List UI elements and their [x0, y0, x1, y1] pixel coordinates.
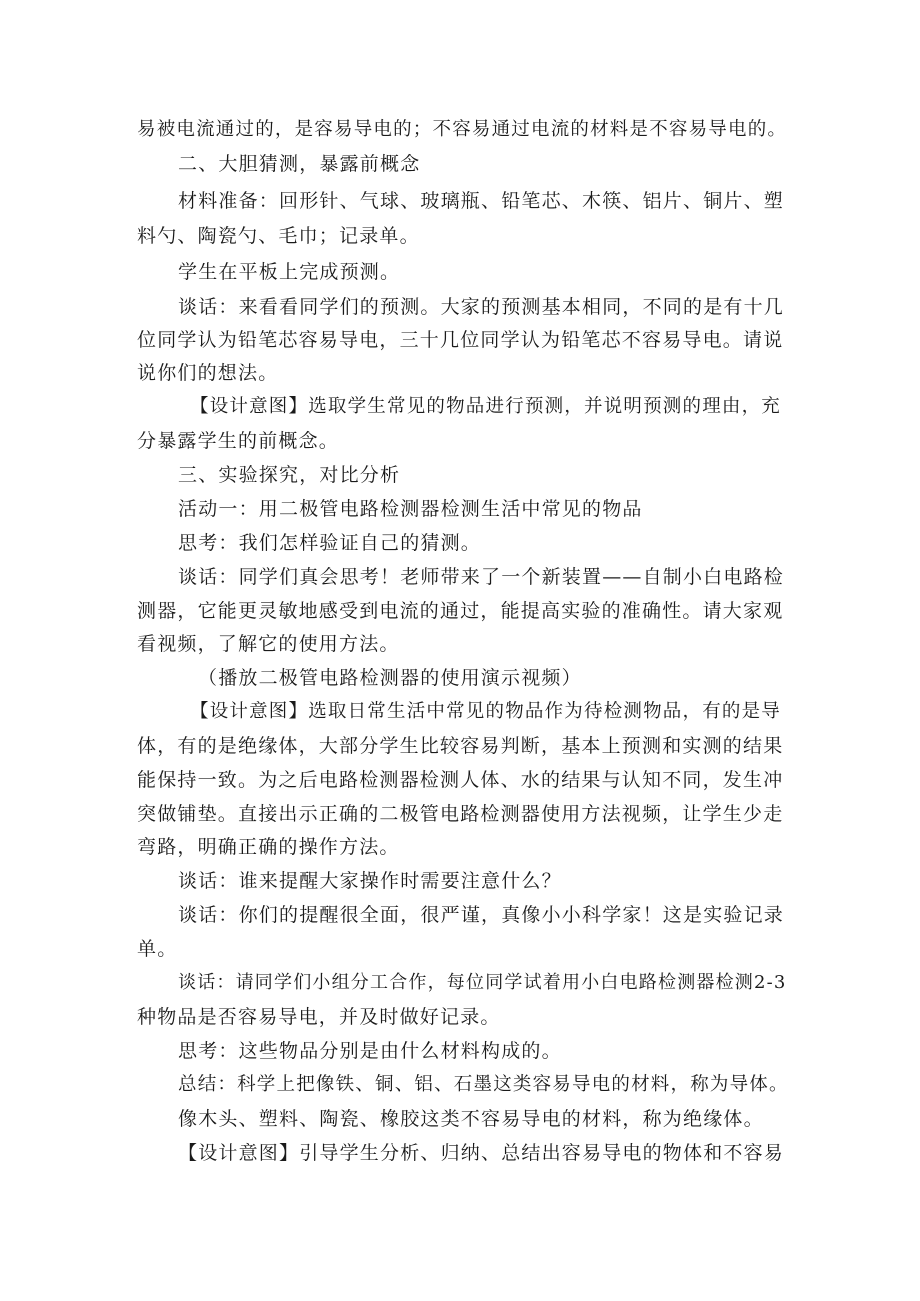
text-line: 测器，它能更灵敏地感受到电流的通过，能提高实验的准确性。请大家观	[137, 600, 784, 622]
text-line: 种物品是否容易导电，并及时做好记录。	[137, 1006, 501, 1028]
text-line: 料勺、陶瓷勺、毛巾；记录单。	[137, 225, 420, 247]
text-line: 谈话：同学们真会思考！老师带来了一个新装置——自制小白电路检	[178, 566, 785, 588]
text-line: 弯路，明确正确的操作方法。	[137, 836, 400, 858]
text-line: 材料准备：回形针、气球、玻璃瓶、铅笔芯、木筷、铝片、铜片、塑	[178, 190, 785, 212]
text-line: 看视频，了解它的使用方法。	[137, 633, 400, 655]
text-line: 体，有的是绝缘体，大部分学生比较容易判断，基本上预测和实测的结果	[137, 735, 784, 757]
text-line: 谈话：来看看同学们的预测。大家的预测基本相同，不同的是有十几	[178, 296, 785, 318]
text-line: 能保持一致。为之后电路检测器检测人体、水的结果与认知不同，发生冲	[137, 769, 784, 791]
section-heading: 二、大胆猜测，暴露前概念	[178, 153, 421, 175]
design-intent-line: 【设计意图】选取日常生活中常见的物品作为待检测物品，有的是导	[190, 701, 782, 722]
activity-heading: 活动一：用二极管电路检测器检测生活中常见的物品	[178, 498, 643, 520]
text-line: 谈话：你们的提醒很全面，很严谨，真像小小科学家！这是实验记录	[178, 904, 785, 926]
text-line: 学生在平板上完成预测。	[178, 261, 401, 283]
text-line: 谈话：请同学们小组分工合作，每位同学试着用小白电路检测器检测2-3	[178, 972, 787, 993]
text-line: 位同学认为铅笔芯容易导电，三十几位同学认为铅笔芯不容易导电。请说	[137, 329, 784, 351]
section-heading: 三、实验探究，对比分析	[178, 464, 401, 486]
text-line: 思考：我们怎样验证自己的猜测。	[178, 532, 482, 554]
text-line: 单。	[137, 938, 178, 960]
text-line: （播放二极管电路检测器的使用演示视频）	[198, 667, 582, 689]
design-intent-line: 【设计意图】引导学生分析、归纳、总结出容易导电的物体和不容易	[178, 1142, 785, 1164]
text-line: 分暴露学生的前概念。	[137, 430, 340, 452]
text-line: 谈话：谁来提醒大家操作时需要注意什么？	[178, 870, 562, 892]
text-line: 总结：科学上把像铁、铜、铝、石墨这类容易导电的材料，称为导体。	[178, 1074, 789, 1095]
text-line: 像木头、塑料、陶瓷、橡胶这类不容易导电的材料，称为绝缘体。	[178, 1108, 764, 1130]
text-line: 易被电流通过的，是容易导电的；不容易通过电流的材料是不容易导电的。	[137, 119, 788, 140]
design-intent-line: 【设计意图】选取学生常见的物品进行预测，并说明预测的理由，充	[190, 396, 782, 417]
text-line: 思考：这些物品分别是由什么材料构成的。	[178, 1040, 562, 1062]
text-line: 突做铺垫。直接出示正确的二极管电路检测器使用方法视频，让学生少走	[137, 803, 784, 825]
text-line: 说你们的想法。	[137, 362, 279, 384]
